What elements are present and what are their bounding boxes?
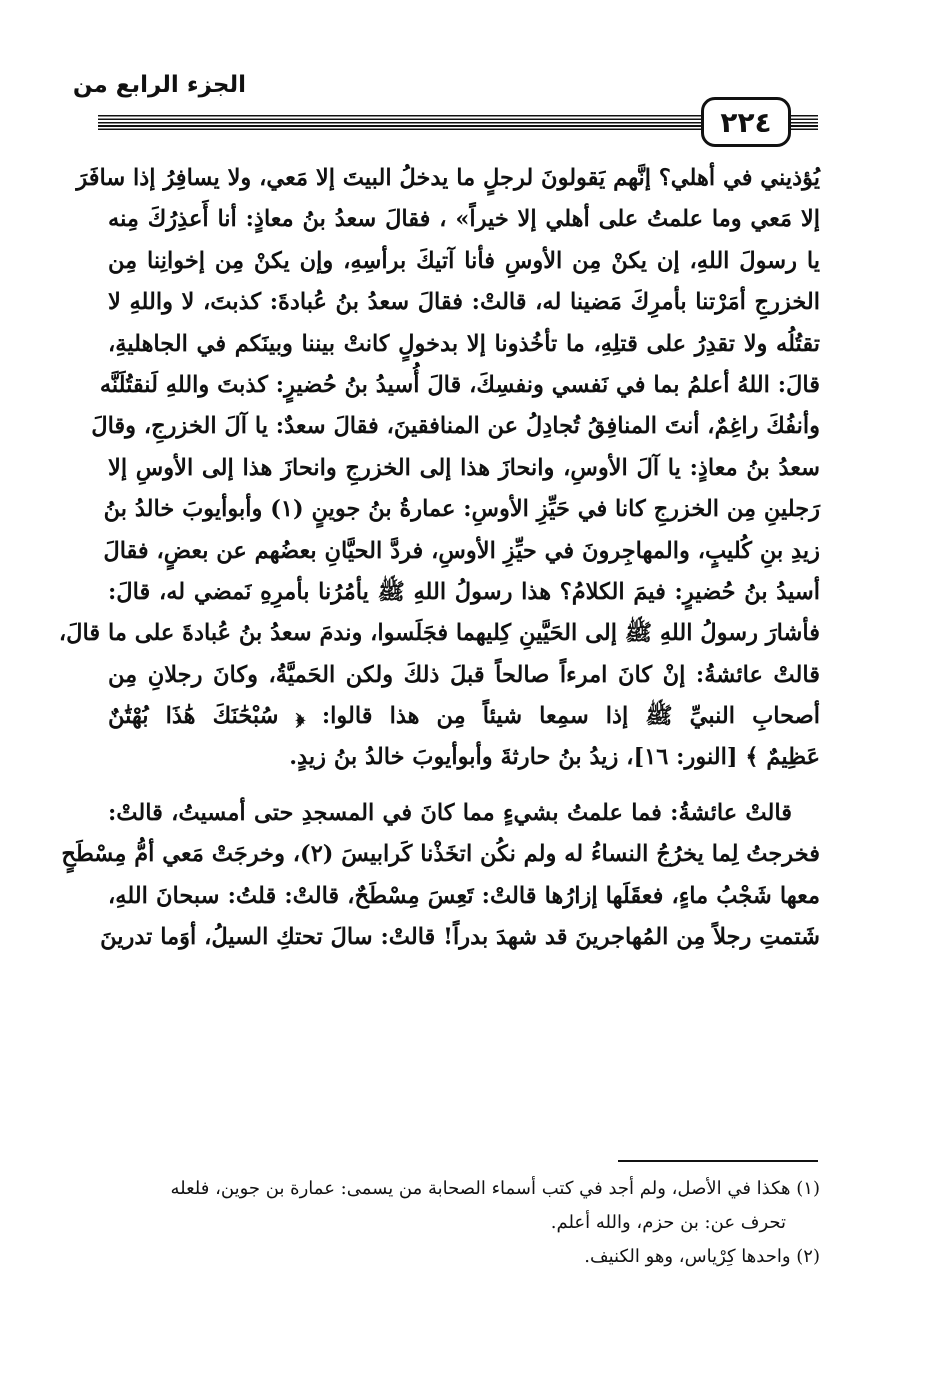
text-line: شَتمتِ رجلاً مِن المُهاجرينَ قد شهدَ بدراً! قالتْ: سالَ تحتكِ السيلُ، أوَما تدرينَ	[100, 924, 820, 951]
footnote-separator	[618, 1160, 818, 1162]
text-line: الخزرجِ أمَرْتنا بأمرِكَ مَضينا له، قالتْ: فقالَ سعدُ بنُ عُبادةَ: كذبتَ، لا واللهِ لا	[108, 289, 820, 316]
text-line: فأشارَ رسولُ اللهِ ﷺ إلى الحَيَّينِ كِليهما فجَلَسوا، وندمَ سعدُ بنُ عُبادةَ على ما قالَ،	[58, 620, 820, 647]
footnote-line: (١) هكذا في الأصل، ولم أجد في كتب أسماء الصحابة من يسمى: عمارة بن جوين، فلعله	[170, 1178, 820, 1199]
text-line: معها شَجْبُ ماءٍ، فعقَلَها إزارُها قالتْ: تَعِسَ مِسْطَحٌ، قالتْ: قلتُ: سبحانَ اللهِ،	[108, 882, 820, 909]
paragraph-gap	[108, 779, 820, 793]
text-line: إلا مَعي وما علمتُ على أهلي إلا خيراً» ، فقالَ سعدُ بنُ معاذٍ: أنا أَعذِرُكَ مِنه	[108, 206, 820, 233]
text-line: قالتْ عائشةُ: إنْ كانَ امرءاً صالحاً قبلَ ذلكَ ولكن الحَميَّةُ، وكانَ رجلانِ مِن	[108, 661, 820, 688]
text-line: قالتْ عائشةُ: فما علمتُ بشيءٍ مما كانَ في المسجدِ حتى أمسيتُ، قالتْ:	[108, 799, 792, 826]
text-line: رَجلينِ مِن الخزرجِ كانا في حَيِّزِ الأوسِ: عمارةُ بنُ جوينٍ (١) وأبوأيوبَ خالدُ بنُ	[103, 496, 820, 523]
text-line: أسيدُ بنُ حُضيرٍ: فيمَ الكلامُ؟ هذا رسولُ اللهِ ﷺ يأمُرُنا بأمرِهِ نَمضي له، قالَ:	[108, 578, 820, 605]
text-line: تقتُلُه ولا تقدِرُ على قتلِهِ، ما تأخُذونا إلا بدخولٍ كانتْ بيننا وبينَكم في الجاهليةِ،	[108, 330, 820, 357]
text-line: أصحابِ النبيِّ ﷺ إذا سمِعا شيئاً مِن هذا قالوا: ﴿ سُبْحَٰنَكَ هَٰذَا بُهْتَٰنٌ	[108, 703, 820, 730]
footnote-line: تحرف عن: بن حزم، والله أعلم.	[550, 1212, 786, 1233]
page-number: ٢٢٤	[701, 97, 791, 147]
text-line: يُؤذيني في أهلي؟ إنَّهم يَقولونَ لرجلٍ ما يدخلُ البيتَ إلا مَعي، ولا يسافِرُ إذا سافَرَ	[76, 165, 820, 191]
text-line: زيدِ بنِ كُليبٍ، والمهاجِرونَ في حيِّزِ الأوسِ، فردَّ الحيَّانِ بعضُهم عن بعضٍ، فقالَ	[103, 537, 820, 564]
text-line: فخرجتُ لِما يخرُجُ النساءُ له ولم نكُن اتخَذْنا كَرابيسَ (٢)، وخرجَتْ مَعي أمُّ مِسْطَحٍ	[61, 841, 820, 868]
text-line: وأنفُكَ راغِمٌ، أنتَ المنافِقُ تُجادِلُ عن المنافقينَ، فقالَ سعدٌ: يا آلَ الخزرجِ، وقالَ	[91, 413, 820, 440]
running-title: الجزء الرابع من	[72, 72, 246, 98]
footnote-line: (٢) واحدها كِرْياس، وهو الكنيف.	[584, 1246, 820, 1267]
footnotes	[108, 1172, 820, 1274]
body-text	[58, 158, 820, 958]
text-line: يا رسولَ اللهِ، إن يكنْ مِن الأوسِ فأنا آتيكَ برأسِهِ، وإن يكنْ مِن إخوانِنا مِن	[108, 247, 820, 274]
text-line: عَظِيمٌ ﴾ [النور: ١٦]، زيدُ بنُ حارثةَ وأبوأيوبَ خالدُ بنُ زيدٍ.	[289, 744, 820, 771]
text-line: قالَ: اللهُ أعلمُ بما في نَفسي ونفسِكَ، قالَ أُسيدُ بنُ حُضيرٍ: كذبتَ واللهِ لَنقتُلَنَّه	[99, 371, 820, 398]
text-line: سعدُ بنُ معاذٍ: يا آلَ الأوسِ، وانحازَ هذا إلى الخزرجِ وانحازَ هذا إلى الأوسِ إلا	[108, 454, 820, 481]
